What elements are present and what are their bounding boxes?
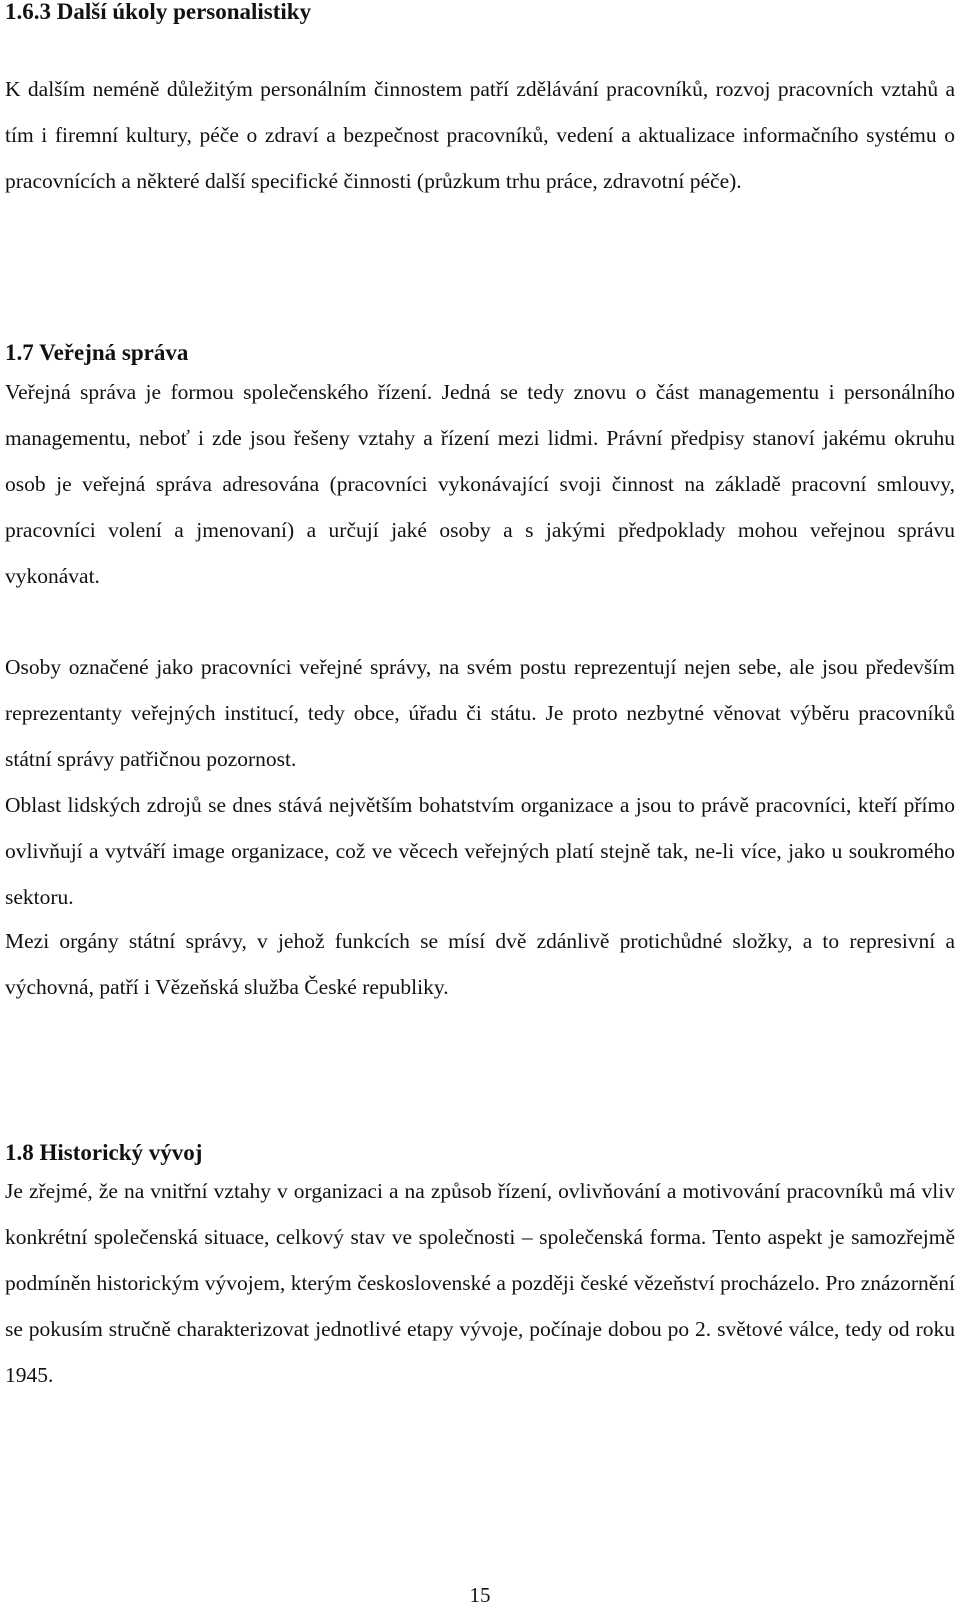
paragraph: Je zřejmé, že na vnitřní vztahy v organizaci a na způsob řízení, ovlivňování a motivování pracovníků má vliv konkrétní společenská situace, celkový stav ve společnosti – společenská forma. Tento aspekt je samozřejmě podmíněn historickým vývojem, kterým československé a později české vězeňství procházelo. Pro znázornění se pokusím stručně charakterizovat jednotlivé etapy vývoje, počínaje dobou po 2. světové válce, tedy od roku 1945. bbox=[5, 1179, 955, 1387]
section-heading: 1.8 Historický vývoj bbox=[5, 1140, 203, 1165]
section-heading: 1.6.3 Další úkoly personalistiky bbox=[5, 0, 312, 24]
paragraph: K dalším neméně důležitým personálním činnostem patří zdělávání pracovníků, rozvoj pracovních vztahů a tím i firemní kultury, péče o zdraví a bezpečnost pracovníků, vedení a aktualizace informačního systému o pracovnících a některé další specifické činnosti (průzkum trhu práce, zdravotní péče). bbox=[5, 77, 955, 193]
paragraph: Mezi orgány státní správy, v jehož funkcích se mísí dvě zdánlivě protichůdné složky, a to represivní a výchovná, patří i Vězeňská služba České republiky. bbox=[5, 929, 955, 999]
paragraph: Oblast lidských zdrojů se dnes stává největším bohatstvím organizace a jsou to právě pracovníci, kteří přímo ovlivňují a vytváří image organizace, což ve věcech veřejných platí stejně tak, ne-li více, jako u soukromého sektoru. bbox=[5, 793, 955, 909]
page-number: 15 bbox=[469, 1583, 491, 1607]
paragraph: Veřejná správa je formou společenského řízení. Jedná se tedy znovu o část managementu i personálního managementu, neboť i zde jsou řešeny vztahy a řízení mezi lidmi. Právní předpisy stanoví jakému okruhu osob je veřejná správa adresována (pracovníci vykonávající svoji činnost na základě pracovní smlouvy, pracovníci volení a jmenovaní) a určují jaké osoby a s jakými předpoklady mohou veřejnou správu vykonávat. bbox=[5, 380, 955, 588]
paragraph: Osoby označené jako pracovníci veřejné správy, na svém postu reprezentují nejen sebe, ale jsou především reprezentanty veřejných institucí, tedy obce, úřadu či státu. Je proto nezbytné věnovat výběru pracovníků státní správy patřičnou pozornost. bbox=[5, 655, 955, 771]
section-heading: 1.7 Veřejná správa bbox=[5, 340, 189, 365]
